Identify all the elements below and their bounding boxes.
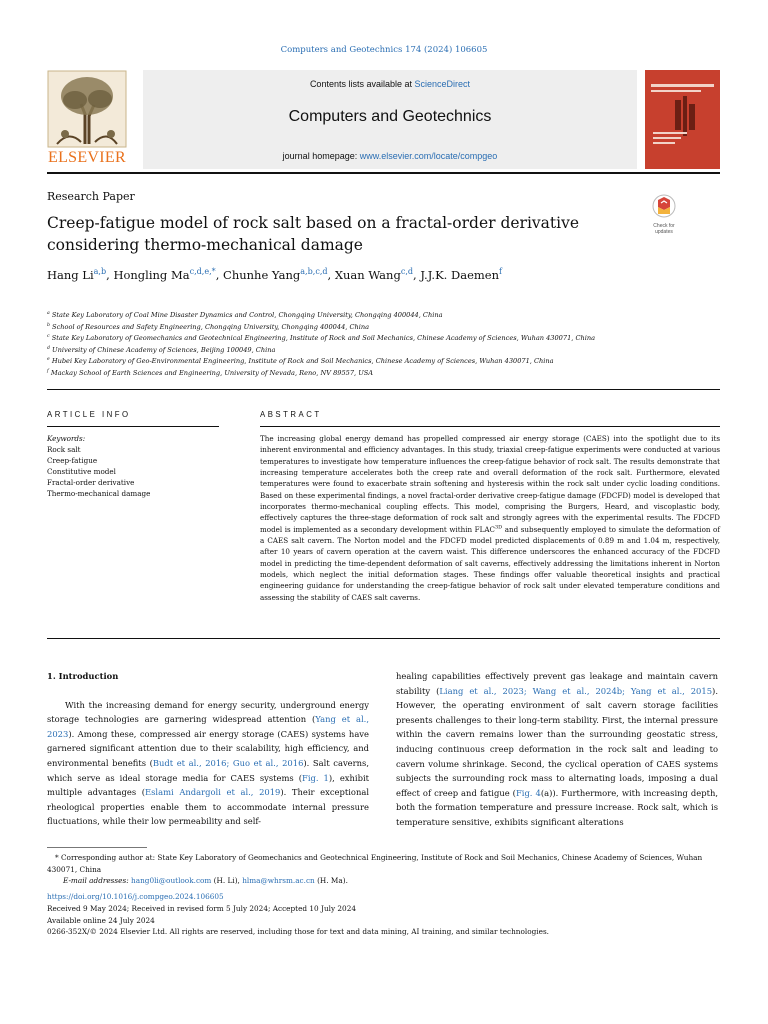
sciencedirect-link[interactable]: ScienceDirect [414, 79, 471, 89]
article-info-divider [47, 426, 219, 427]
author-affiliation-marks[interactable]: a,b,c,d [300, 267, 328, 277]
citation-link[interactable]: Liang et al., 2023; Wang et al., 2024b; Yang et al., 2015 [439, 685, 713, 696]
doi-link[interactable]: https://doi.org/10.1016/j.compgeo.2024.106605 [47, 892, 224, 902]
keyword-item: Fractal-order derivative [47, 478, 135, 487]
intro-left-column [47, 669, 369, 829]
email-link-li[interactable]: hang0li@outlook.com [131, 876, 212, 886]
received-dates: Received 9 May 2024; Received in revised form 5 July 2024; Accepted 10 July 2024 [47, 903, 356, 913]
affiliations-divider [47, 389, 720, 390]
abstract-divider [260, 426, 720, 427]
header-divider [47, 172, 720, 174]
keyword-item: Rock salt [47, 445, 81, 454]
citation-link[interactable]: Fig. 4 [515, 787, 541, 798]
intro-heading: 1. Introduction [47, 671, 119, 681]
abstract-text [260, 433, 720, 603]
elsevier-logo[interactable] [47, 70, 127, 169]
footnote-divider [47, 847, 147, 848]
elsevier-wordmark: ELSEVIER [48, 149, 126, 166]
email-link-ma[interactable]: hlma@whrsm.ac.cn [242, 876, 315, 886]
keywords-box [47, 433, 227, 499]
affiliation-mark: e [47, 357, 50, 363]
author-separator: , [413, 268, 421, 282]
abstract-bottom-divider [47, 638, 720, 639]
affiliation-line [47, 322, 727, 334]
affiliation-mark: a [47, 310, 50, 316]
corresponding-author-note: * Corresponding author at: State Key Laboratory of Geomechanics and Geotechnical Engineering, Institute of Rock and Soil Mechanics, Chinese Academy of Sciences, Wuhan 430071, China [47, 853, 703, 874]
body-text: ). However, the operating environment of salt cavern storage facilities presents challenges to their long-term stability. First, the internal pressure within the cavern remains lower than the surrounding geostatic stress, inducing continuous creep deformation in the rock salt and leading to cavern volume shrinkage. Second, the cyclical operation of CAES systems subjects the surrounding rock mass to alternating loads, imposing a dual effect of creep and fatigue ( [396, 685, 718, 798]
affiliation-mark: f [47, 368, 49, 374]
affiliation-text: State Key Laboratory of Coal Mine Disaster Dynamics and Control, Chongqing University, Chongqing 400044, China [49, 311, 443, 319]
homepage-prefix: journal homepage: [282, 151, 358, 161]
crossmark-label: Check for updates [653, 223, 675, 235]
journal-homepage-link[interactable]: www.elsevier.com/locate/compgeo [359, 151, 498, 161]
affiliation-text: Hubei Key Laboratory of Geo-Environmental Engineering, Institute of Rock and Soil Mechanics, Chinese Academy of Sciences, Wuhan 430071, China [49, 357, 554, 366]
abstract-part-1: The increasing global energy demand has propelled compressed air energy storage (CAES) into the spotlight due to its inherent environmental and efficiency advantages. In this study, triaxial creep-fatigue experiments were conducted at various temperatures to investigate how temperature influences the creep-fatigue behavior of rock salt. The results demonstrate that increasing temperature accelerates both the creep rate and overall deformation of the rock salt. Furthermore, elevated temperatures were found to exacerbate strain softening and hysteresis within the rock salt under cyclic loading conditions. Based on these experimental findings, a novel fractal-order derivative creep-fatigue damage (FDCFD) model is developed that incorporates thermo-mechanical coupling effects. This model, comprising the Burgers, Heard, and viscoplastic body, effectively captures the three-stage deformation of rock salt and strongly agrees with the experimental results. The FDCFD model is implemented as a secondary development within FLAC [260, 434, 720, 534]
article-info-label: ARTICLE INFO [47, 410, 131, 419]
abstract-label: ABSTRACT [260, 410, 322, 419]
author-affiliation-marks[interactable]: a,b [93, 267, 107, 277]
flac-superscript: 3D [494, 524, 503, 531]
keyword-item: Thermo-mechanical damage [47, 489, 151, 498]
keywords-heading: Keywords: [47, 434, 86, 443]
contents-prefix: Contents lists available at [309, 79, 412, 89]
affiliation-line [47, 333, 727, 345]
email-line [47, 875, 727, 887]
author-name: Xuan Wang [334, 268, 401, 282]
author-list [47, 268, 687, 282]
email-name-ma: (H. Ma). [314, 876, 348, 886]
author-affiliation-marks[interactable]: f [499, 267, 502, 277]
abstract-part-2: and subsequently employed to simulate the deformation of a CAES salt cavern. The Norton model and the FDCFD model predicted displacements of 0.89 m and 1.04 m, respectively, after 10 years of cavern operation at the cavern waist. This difference underscores the enhanced accuracy of the FDCFD model in predicting the time-dependent deformation of salt caverns, effectively addressing the limitations inherent in Norton models, which neglect the initial deformation stages. These findings offer valuable theoretical insights and practical engineering guidance for understanding the creep-fatigue behavior of rock salt under elevated temperature conditions and assessing the stability of CAES salt caverns. [260, 524, 720, 602]
journal-masthead [143, 70, 637, 169]
affiliation-text: School of Resources and Safety Engineering, Chongqing University, Chongqing 400044, China [49, 322, 370, 331]
email-name-li: (H. Li), [211, 876, 243, 886]
body-text: ), exhibit multiple advantages ( [47, 772, 370, 798]
keywords-list [47, 444, 227, 499]
crossmark-icon [652, 194, 676, 218]
body-text: ). Among these, compressed air energy storage (CAES) systems have garnered significant attention due to their scalability, high efficiency, and environmental benefits ( [47, 728, 369, 768]
affiliation-line [47, 356, 727, 368]
intro-left-paragraph [47, 698, 369, 829]
affiliation-text: University of Chinese Academy of Sciences, Beijing 100049, China [49, 345, 276, 354]
author-name: Hongling Ma [113, 268, 190, 282]
check-for-updates-badge[interactable] [644, 194, 684, 234]
elsevier-tree-icon [47, 70, 127, 148]
body-text: ). Their exceptional rheological properties enable them to accommodate internal pressure fluctuations, while their low permeability and self- [47, 787, 370, 827]
available-online: Available online 24 July 2024 [47, 915, 155, 925]
intro-right-paragraph [396, 669, 718, 830]
journal-title: Computers and Geotechnics [288, 108, 492, 125]
author-affiliation-marks[interactable]: c,d,e,* [189, 267, 216, 277]
cover-art-icon [645, 70, 720, 169]
body-text: (a)). Furthermore, with increasing depth, both the formation temperature and pressure increase. Rock salt, which is temperature sensitive, exhibits significant alterations [396, 787, 718, 827]
affiliation-text: State Key Laboratory of Geomechanics and Geotechnical Engineering, Institute of Rock and Soil Mechanics, Chinese Academy of Sciences, Wuhan 430071, China [49, 334, 596, 343]
citation-link[interactable]: Fig. 1 [302, 772, 329, 783]
affiliations [47, 310, 727, 380]
affiliation-line [47, 368, 727, 380]
affiliation-line [47, 310, 727, 322]
affiliation-text: Mackay School of Earth Sciences and Engineering, University of Nevada, Reno, NV 89557, USA [48, 368, 374, 377]
homepage-line [143, 151, 637, 161]
author-affiliation-marks[interactable]: c,d [400, 267, 414, 277]
author-separator: , [106, 268, 114, 282]
body-text: healing capabilities effectively prevent gas leakage and maintain cavern stability ( [396, 671, 718, 696]
author-name: J.J.K. Daemen [420, 268, 499, 282]
intro-right-column [396, 669, 718, 830]
citation-link[interactable]: Eslami Andargoli et al., 2019 [145, 787, 281, 798]
running-head[interactable]: Computers and Geotechnics 174 (2024) 106605 [280, 45, 488, 55]
affiliation-mark: c [47, 334, 50, 339]
journal-cover-thumbnail[interactable] [645, 70, 720, 169]
body-text: ). Salt caverns, which serve as ideal storage media for CAES systems ( [47, 757, 369, 783]
copyright-line: 0266-352X/© 2024 Elsevier Ltd. All rights are reserved, including those for text and data mining, AI training, and similar technologies. [47, 927, 550, 937]
contents-line [143, 79, 637, 89]
keyword-item: Creep-fatigue [47, 456, 98, 465]
journal-header [47, 70, 720, 169]
keyword-item: Constitutive model [47, 467, 116, 476]
author-separator: , [215, 268, 224, 282]
footnotes [47, 852, 727, 938]
author-separator: , [327, 268, 335, 282]
heading-spacer [47, 684, 369, 698]
affiliation-mark: b [47, 322, 50, 328]
article-type: Research Paper [47, 190, 135, 203]
author-name: Chunhe Yang [223, 268, 301, 282]
affiliation-mark: d [47, 345, 50, 351]
article-title: Creep-fatigue model of rock salt based on a fractal-order derivative considering thermo-mechanical damage [47, 214, 580, 254]
affiliation-line [47, 345, 727, 357]
citation-link[interactable]: Yang et al., 2023 [47, 714, 369, 739]
citation-link[interactable]: Budt et al., 2016; Guo et al., 2016 [152, 757, 304, 768]
email-label: E-mail addresses: [63, 876, 129, 886]
author-name: Hang Li [47, 268, 94, 282]
body-text: With the increasing demand for energy security, underground energy storage technologies are garnering widespread attention ( [47, 699, 369, 725]
